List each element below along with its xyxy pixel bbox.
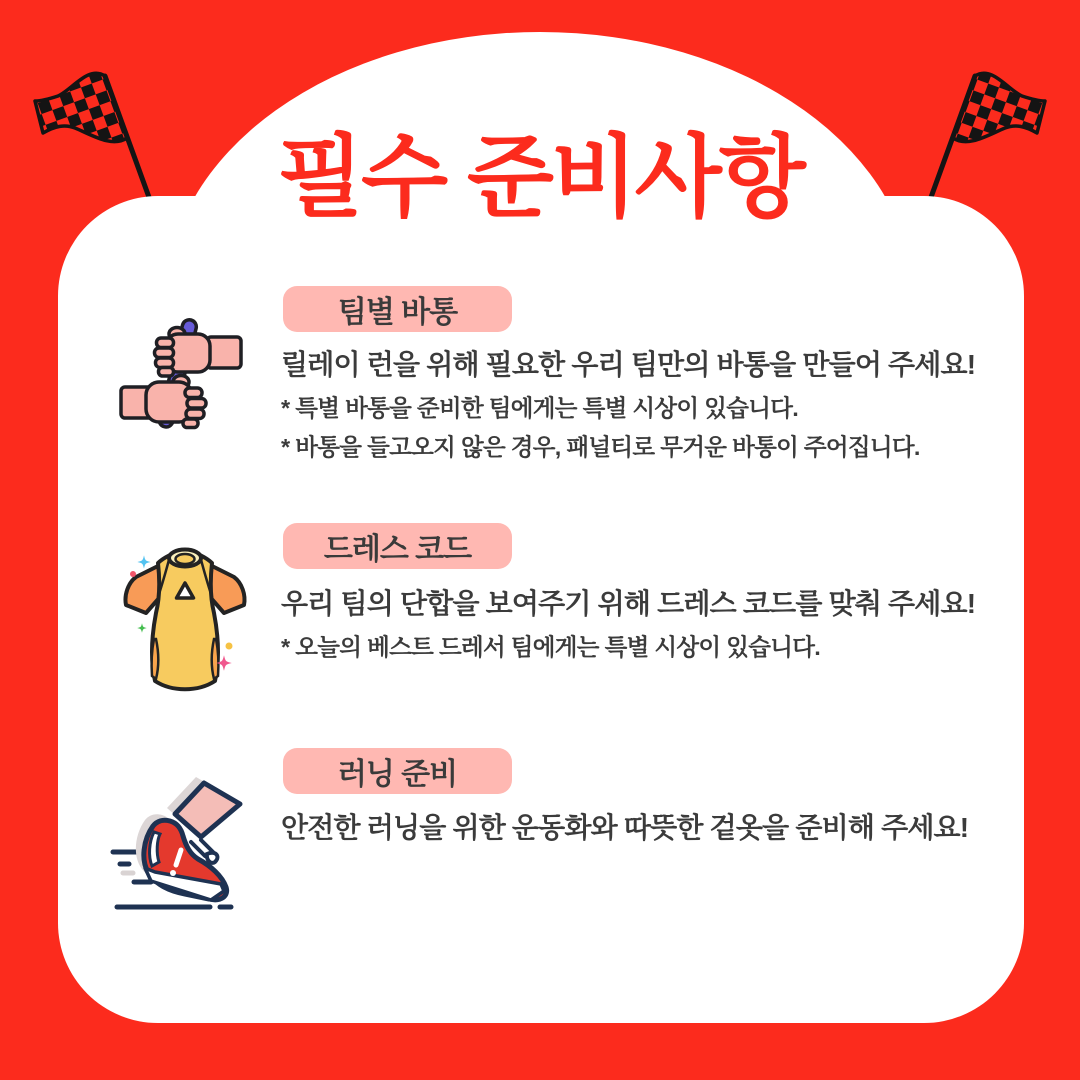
section-badge-dress-code: 드레스 코드 — [283, 523, 512, 569]
jersey — [125, 550, 244, 690]
heel-patch — [150, 832, 160, 866]
section-bullet: * 특별 바통을 준비한 팀에게는 특별 시상이 있습니다. — [281, 395, 799, 421]
sports-jersey-icon — [118, 543, 253, 703]
section-bullet: * 바통을 들고오지 않은 경우, 패널티로 무거운 바통이 주어집니다. — [281, 434, 920, 460]
section-main-text: 릴레이 런을 위해 필요한 우리 팀만의 바통을 만들어 주세요! — [281, 349, 976, 380]
section-main-text: 우리 팀의 단합을 보여주기 위해 드레스 코드를 맞춰 주세요! — [281, 588, 976, 619]
section-badge-running-prep: 러닝 준비 — [283, 748, 512, 794]
section-bullet: * 오늘의 베스트 드레서 팀에게는 특별 시상이 있습니다. — [281, 634, 821, 660]
section-badge-team-baton: 팀별 바통 — [283, 286, 512, 332]
lower-hand — [121, 376, 206, 428]
baton-handoff-icon — [113, 303, 263, 438]
running-shoe-icon — [93, 768, 293, 928]
page-title: 필수 준비사항 — [277, 128, 803, 228]
upper-hand — [155, 328, 242, 377]
section-main-text: 안전한 러닝을 위한 운동화와 따뜻한 겉옷을 준비해 주세요! — [281, 812, 969, 843]
shoe-dot — [170, 870, 176, 876]
